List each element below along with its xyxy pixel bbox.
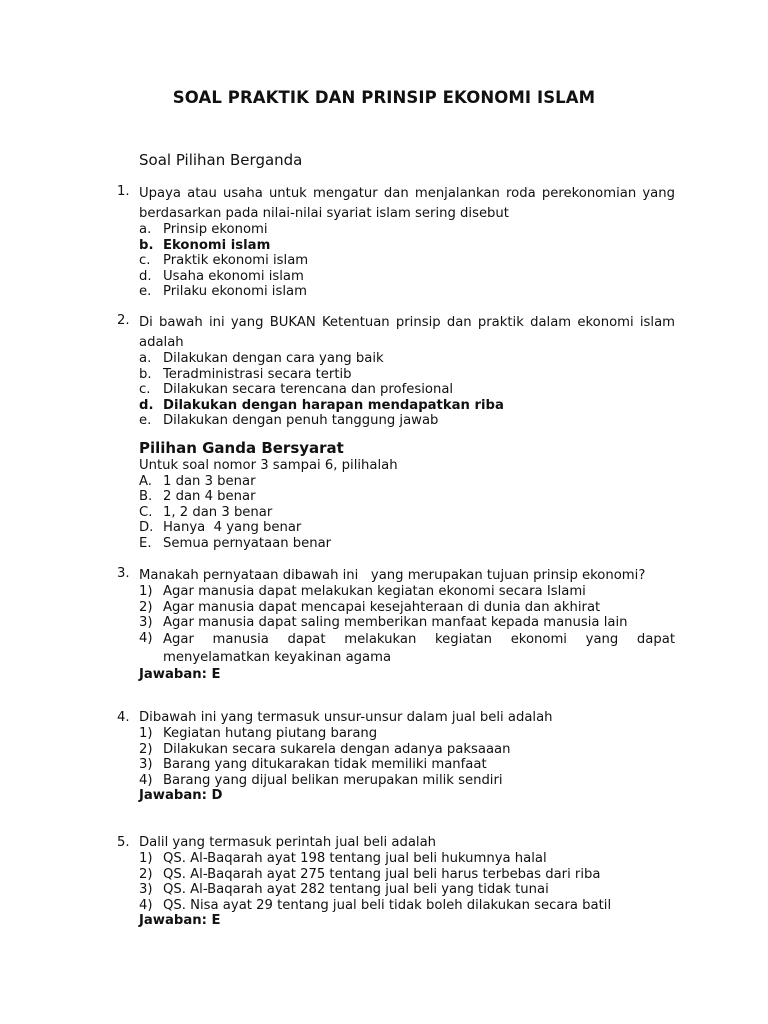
- option-text: Dilakukan dengan penuh tanggung jawab: [163, 413, 439, 429]
- option-text: QS. Nisa ayat 29 tentang jual beli tidak boleh dilakukan secara batil: [163, 897, 612, 913]
- option-text: Hanya 4 yang benar: [163, 520, 302, 536]
- statement-4: [139, 898, 675, 914]
- statement-1: [139, 726, 675, 742]
- option-text: 1, 2 dan 3 benar: [163, 504, 273, 520]
- option-label: 2): [139, 866, 153, 882]
- option-label: D.: [139, 520, 154, 536]
- option-text: Ekonomi islam: [163, 237, 271, 253]
- option-text: Dilakukan secara terencana dan profesional: [163, 382, 454, 398]
- statement-1: [139, 851, 675, 867]
- option-d: [139, 269, 675, 285]
- question-4: [117, 710, 675, 804]
- option-text: Prilaku ekonomi islam: [163, 284, 307, 300]
- option-text: Agar manusia dapat melakukan kegiatan ekonomi yang dapat menyelamatkan keyakinan agama: [163, 631, 675, 665]
- option-label: 4): [139, 897, 153, 913]
- option-label: C.: [139, 504, 153, 520]
- option-label: d.: [139, 268, 152, 284]
- question-number: 3.: [117, 566, 130, 581]
- statement-3: [139, 882, 675, 898]
- statement-2: [139, 600, 675, 616]
- option-label: b.: [139, 366, 152, 382]
- statement-3: [139, 757, 675, 773]
- option-list: [139, 351, 675, 429]
- option-text: Semua pernyataan benar: [163, 535, 332, 551]
- option-label: e.: [139, 284, 152, 300]
- option-label: 4): [139, 772, 153, 788]
- legend-option-b: [139, 489, 679, 505]
- question-3: [117, 566, 675, 683]
- option-b: [139, 367, 675, 383]
- legend-option-d: [139, 520, 679, 536]
- option-label: 1): [139, 726, 153, 741]
- option-c: [139, 382, 675, 398]
- conditional-choice-legend: [139, 458, 679, 552]
- statement-4: [139, 631, 675, 667]
- option-text: Dilakukan dengan harapan mendapatkan riba: [163, 397, 504, 413]
- option-text: Agar manusia dapat saling memberikan manfaat kepada manusia lain: [163, 615, 628, 631]
- answer-key: Jawaban: E: [139, 666, 221, 682]
- question-5: [117, 835, 675, 929]
- question-1: [117, 184, 675, 300]
- option-text: Agar manusia dapat mencapai kesejahteraan di dunia dan akhirat: [163, 599, 601, 615]
- option-e: [139, 413, 675, 429]
- option-e: [139, 284, 675, 300]
- option-text: Dilakukan secara sukarela dengan adanya paksaaan: [163, 741, 511, 757]
- option-label: b.: [139, 237, 154, 253]
- option-text: Prinsip ekonomi: [163, 222, 268, 237]
- option-a: [139, 222, 675, 238]
- option-text: Praktik ekonomi islam: [163, 253, 309, 269]
- option-label: d.: [139, 397, 154, 413]
- answer-key: Jawaban: D: [139, 788, 223, 804]
- option-label: 3): [139, 882, 153, 898]
- question-stem: Dalil yang termasuk perintah jual beli adalah: [139, 835, 437, 850]
- statement-2: [139, 742, 675, 758]
- option-label: E.: [139, 535, 152, 551]
- document-title: SOAL PRAKTIK DAN PRINSIP EKONOMI ISLAM: [172, 88, 596, 107]
- option-label: 2): [139, 599, 153, 615]
- option-text: Teradministrasi secara tertib: [163, 366, 352, 382]
- option-list: [139, 222, 675, 300]
- option-label: 1): [139, 584, 153, 599]
- question-number: 1.: [117, 184, 130, 199]
- option-label: 2): [139, 741, 153, 757]
- option-text: 1 dan 3 benar: [163, 473, 256, 489]
- statement-1: [139, 584, 675, 600]
- option-a: [139, 351, 675, 367]
- option-text: Dilakukan dengan cara yang baik: [163, 351, 384, 366]
- section-heading-conditional-choice: Pilihan Ganda Bersyarat: [139, 439, 344, 457]
- question-stem: Manakah pernyataan dibawah ini yang merupakan tujuan prinsip ekonomi?: [139, 568, 646, 583]
- option-label: a.: [139, 351, 152, 366]
- answer-key: Jawaban: E: [139, 913, 221, 929]
- question-stem: Upaya atau usaha untuk mengatur dan menjalankan roda perekonomian yang berdasarkan pada nilai-nilai syariat islam sering disebut: [139, 186, 675, 221]
- section-heading-multiple-choice: Soal Pilihan Berganda: [139, 151, 303, 169]
- option-label: 3): [139, 757, 153, 773]
- statement-3: [139, 615, 675, 631]
- option-label: c.: [139, 382, 151, 398]
- legend-instruction: Untuk soal nomor 3 sampai 6, pilihalah: [139, 458, 398, 473]
- legend-option-e: [139, 536, 679, 552]
- option-label: c.: [139, 253, 151, 269]
- option-b-correct: [139, 238, 675, 254]
- option-label: B.: [139, 489, 153, 505]
- option-c: [139, 253, 675, 269]
- legend-option-c: [139, 505, 679, 521]
- option-text: QS. Al-Baqarah ayat 275 tentang jual beli harus terbebas dari riba: [163, 866, 601, 882]
- option-label: a.: [139, 222, 152, 237]
- question-2: [117, 313, 675, 429]
- option-text: Usaha ekonomi islam: [163, 268, 304, 284]
- option-text: QS. Al-Baqarah ayat 198 tentang jual beli hukumnya halal: [163, 851, 547, 866]
- option-label: 3): [139, 615, 153, 631]
- option-text: Agar manusia dapat melakukan kegiatan ekonomi secara Islami: [163, 584, 586, 599]
- option-text: Barang yang dijual belikan merupakan milik sendiri: [163, 772, 503, 788]
- option-text: Barang yang ditukarakan tidak memiliki manfaat: [163, 757, 487, 773]
- option-text: 2 dan 4 benar: [163, 489, 256, 505]
- question-number: 4.: [117, 710, 130, 725]
- question-number: 5.: [117, 835, 130, 850]
- question-stem: Di bawah ini yang BUKAN Ketentuan prinsip dan praktik dalam ekonomi islam adalah: [139, 315, 675, 350]
- option-text: Kegiatan hutang piutang barang: [163, 726, 378, 741]
- option-label: 4): [139, 630, 153, 646]
- option-list: [139, 726, 675, 788]
- question-number: 2.: [117, 313, 130, 328]
- option-text: QS. Al-Baqarah ayat 282 tentang jual beli yang tidak tunai: [163, 882, 549, 898]
- option-label: A.: [139, 473, 152, 489]
- statement-2: [139, 867, 675, 883]
- question-stem: Dibawah ini yang termasuk unsur-unsur dalam jual beli adalah: [139, 710, 553, 725]
- option-label: 1): [139, 851, 153, 866]
- option-d-correct: [139, 398, 675, 414]
- legend-option-a: [139, 474, 679, 490]
- option-label: e.: [139, 413, 152, 429]
- statement-4: [139, 773, 675, 789]
- option-list: [139, 851, 675, 913]
- option-list: [139, 584, 675, 667]
